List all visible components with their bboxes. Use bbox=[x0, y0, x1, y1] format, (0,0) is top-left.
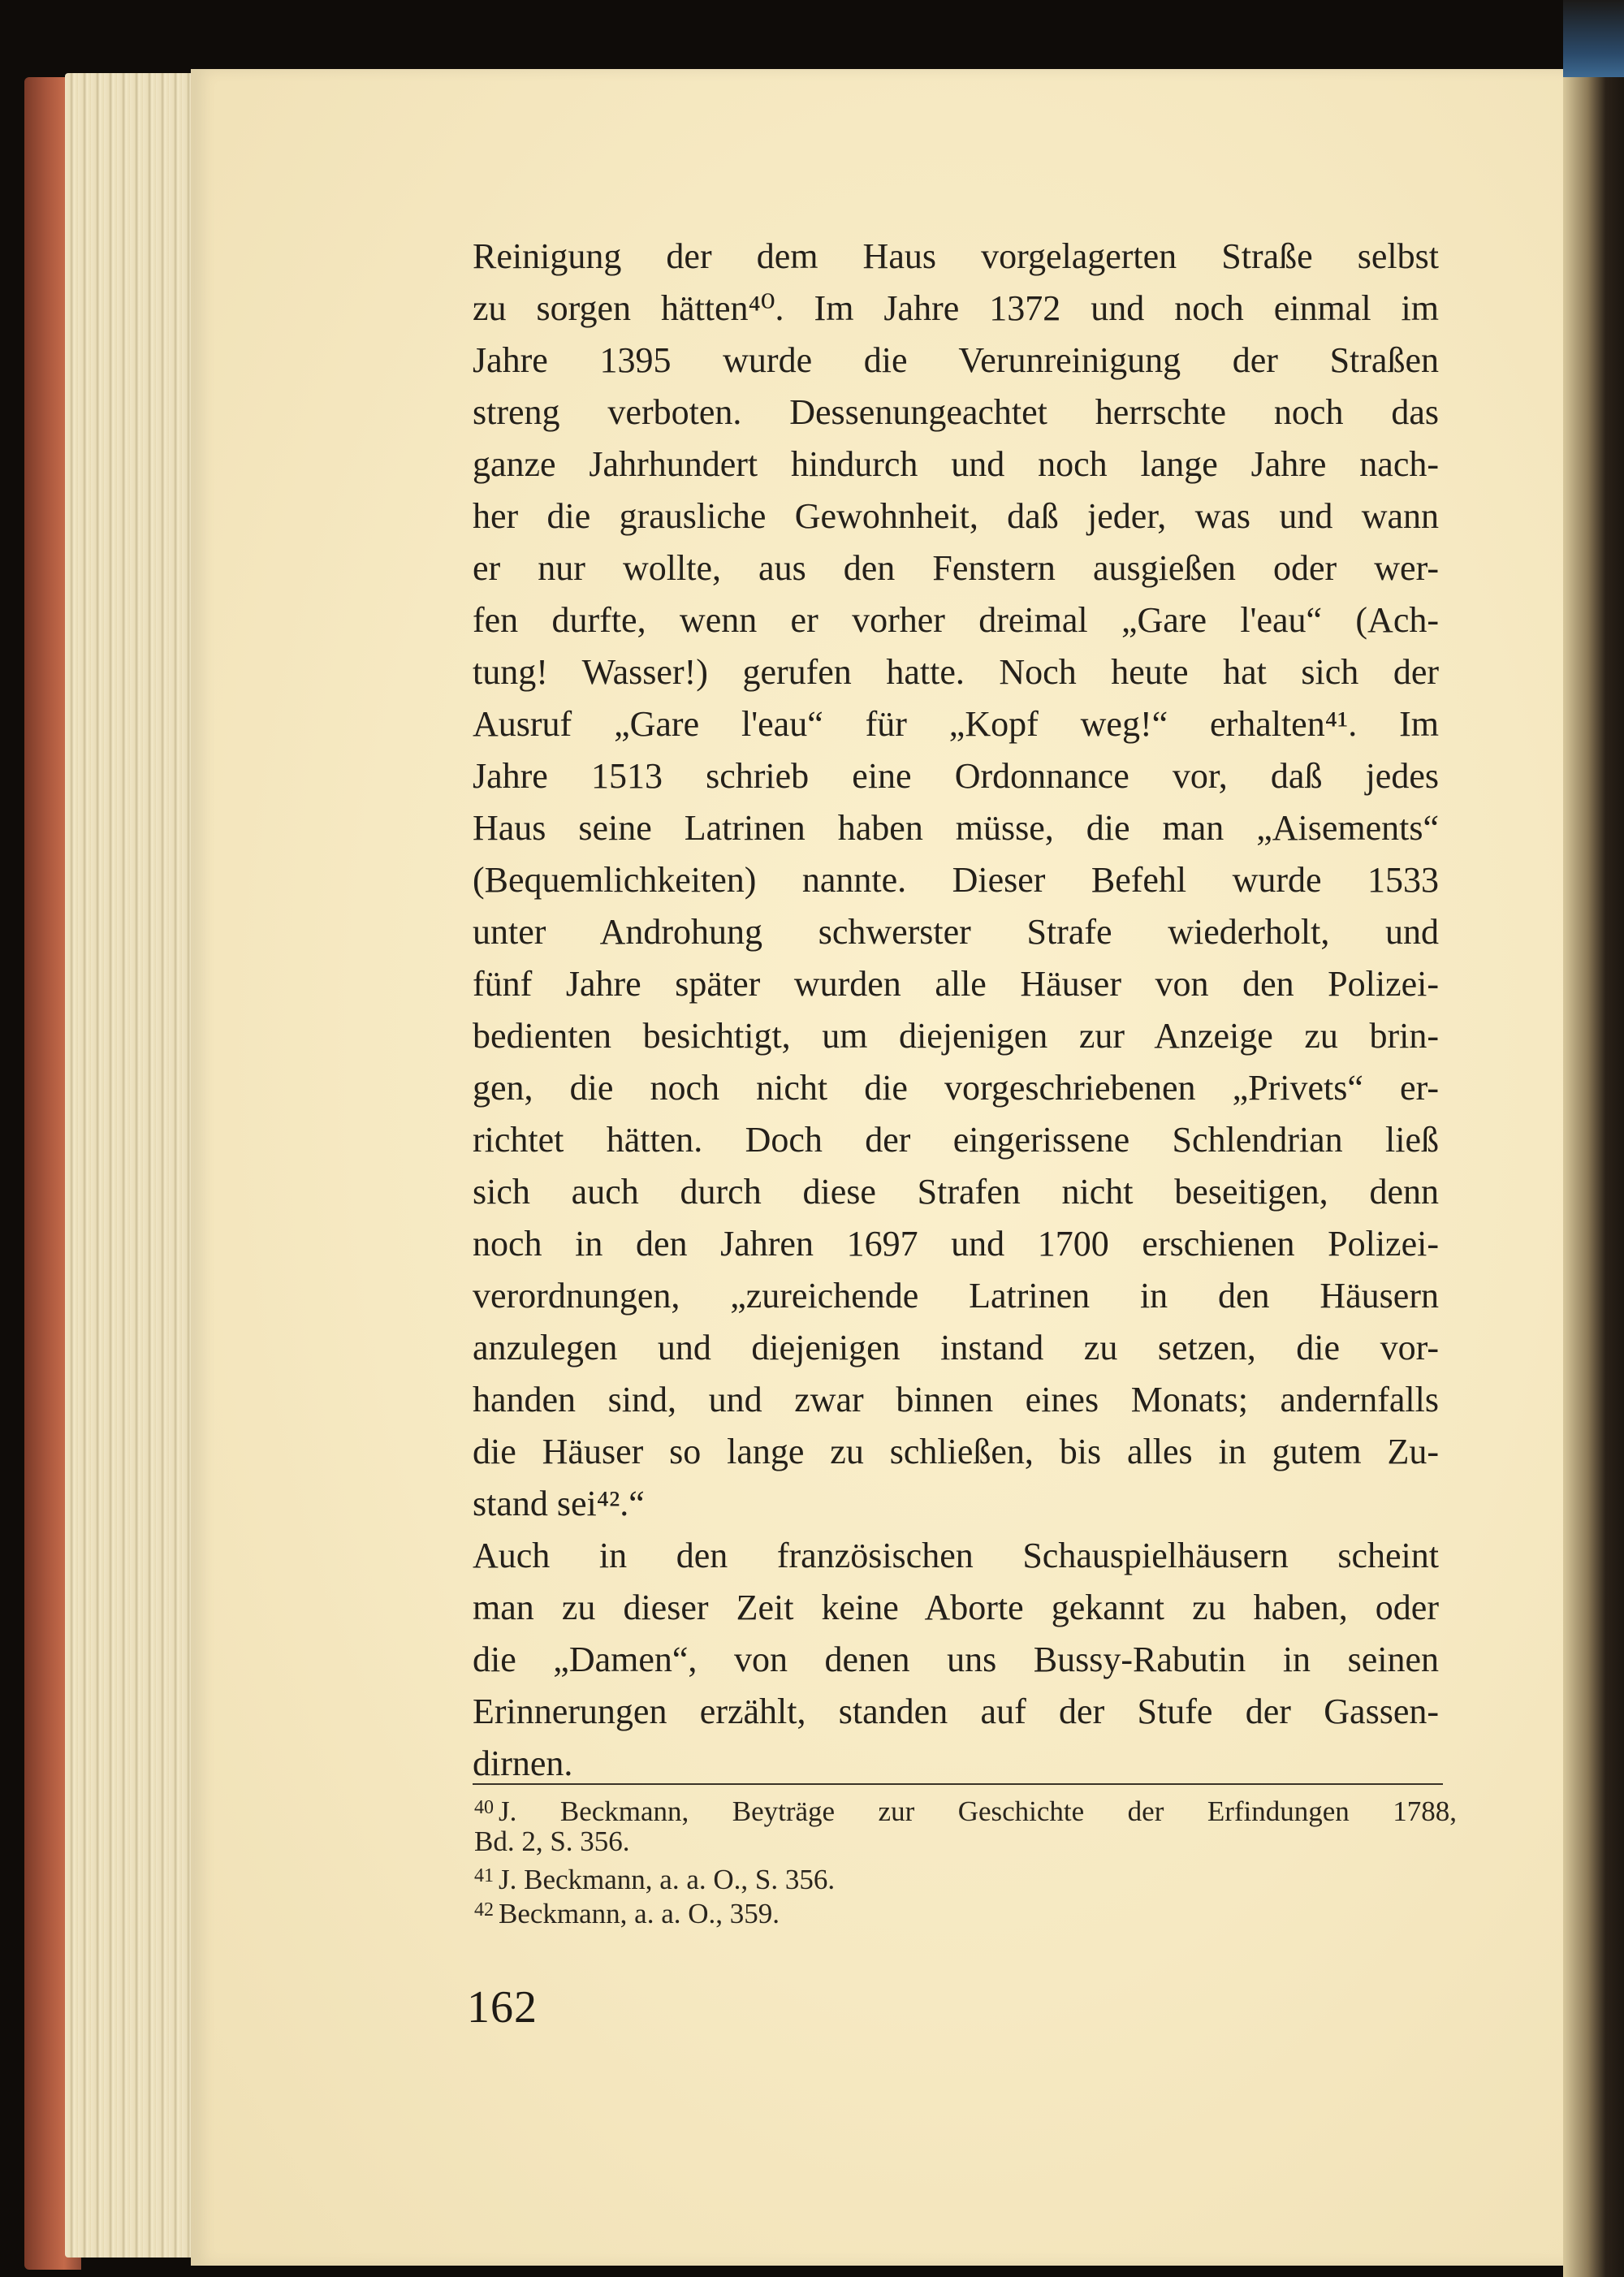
text-line: richtet hätten. Doch der eingerissene Schlendrian ließ bbox=[473, 1120, 1439, 1160]
text-line: Jahre 1395 wurde die Verunreinigung der Straßen bbox=[473, 340, 1439, 380]
text-line: her die grausliche Gewohnheit, daß jeder, was und wann bbox=[473, 496, 1439, 536]
text-line: Reinigung der dem Haus vorgelagerten Straße selbst bbox=[473, 236, 1439, 276]
page-number: 162 bbox=[467, 1982, 538, 2033]
footnote-number: 41 bbox=[474, 1865, 494, 1886]
text-line: tung! Wasser!) gerufen hatte. Noch heute hat sich der bbox=[473, 652, 1439, 692]
text-line: fünf Jahre später wurden alle Häuser von den Polizei- bbox=[473, 964, 1439, 1004]
text-line: Auch in den französischen Schauspielhäusern scheint bbox=[473, 1536, 1439, 1575]
text-line: verordnungen, „zureichende Latrinen in den Häusern bbox=[473, 1276, 1439, 1316]
footnote-42 bbox=[474, 1893, 1457, 1927]
text-line: anzulegen und diejenigen instand zu setzen, die vor- bbox=[473, 1328, 1439, 1367]
footnote-number: 42 bbox=[474, 1899, 494, 1921]
text-line: streng verboten. Dessenungeachtet herrschte noch das bbox=[473, 392, 1439, 432]
adjacent-page-corner bbox=[1563, 0, 1624, 77]
text-line: Ausruf „Gare l'eau“ für „Kopf weg!“ erhalten⁴¹. Im bbox=[473, 704, 1439, 744]
footnote-40 bbox=[474, 1791, 1457, 1825]
text-line: stand sei⁴².“ bbox=[473, 1484, 645, 1523]
footnote-40-continued bbox=[474, 1825, 1457, 1859]
footnotes bbox=[474, 1791, 1457, 1927]
text-line: bedienten besichtigt, um diejenigen zur Anzeige zu brin- bbox=[473, 1016, 1439, 1056]
text-line: ganze Jahrhundert hindurch und noch lange Jahre nach- bbox=[473, 444, 1439, 484]
text-line: Erinnerungen erzählt, standen auf der Stufe der Gassen- bbox=[473, 1692, 1439, 1731]
footnote-separator bbox=[473, 1783, 1443, 1785]
text-line: die Häuser so lange zu schließen, bis alles in gutem Zu- bbox=[473, 1432, 1439, 1471]
text-line: er nur wollte, aus den Fenstern ausgießen oder wer- bbox=[473, 548, 1439, 588]
text-line: gen, die noch nicht die vorgeschriebenen „Privets“ er- bbox=[473, 1068, 1439, 1108]
footnote-text: Beckmann, a. a. O., 359. bbox=[499, 1898, 780, 1929]
footnote-text: J. Beckmann, Beyträge zur Geschichte der Erfindungen 1788, bbox=[499, 1795, 1457, 1827]
text-line: noch in den Jahren 1697 und 1700 erschienen Polizei- bbox=[473, 1224, 1439, 1264]
footnote-text: Bd. 2, S. 356. bbox=[474, 1825, 630, 1857]
footnote-41 bbox=[474, 1859, 1457, 1893]
body-text bbox=[473, 231, 1439, 1790]
text-line: man zu dieser Zeit keine Aborte gekannt zu haben, oder bbox=[473, 1588, 1439, 1627]
page-edges bbox=[65, 73, 211, 2258]
text-line: handen sind, und zwar binnen eines Monats; andernfalls bbox=[473, 1380, 1439, 1419]
footnote-text: J. Beckmann, a. a. O., S. 356. bbox=[499, 1864, 836, 1895]
text-line: dirnen. bbox=[473, 1743, 573, 1783]
text-line: fen durfte, wenn er vorher dreimal „Gare l'eau“ (Ach- bbox=[473, 600, 1439, 640]
text-line: unter Androhung schwerster Strafe wiederholt, und bbox=[473, 912, 1439, 952]
text-line: Jahre 1513 schrieb eine Ordonnance vor, daß jedes bbox=[473, 756, 1439, 796]
book-gutter bbox=[1563, 49, 1624, 2277]
text-line: sich auch durch diese Strafen nicht beseitigen, denn bbox=[473, 1172, 1439, 1212]
text-line: die „Damen“, von denen uns Bussy-Rabutin in seinen bbox=[473, 1640, 1439, 1679]
text-line: Haus seine Latrinen haben müsse, die man „Aisements“ bbox=[473, 808, 1439, 848]
text-line: (Bequemlichkeiten) nannte. Dieser Befehl wurde 1533 bbox=[473, 860, 1439, 900]
footnote-number: 40 bbox=[474, 1797, 494, 1818]
text-line: zu sorgen hätten⁴⁰. Im Jahre 1372 und noch einmal im bbox=[473, 288, 1439, 328]
